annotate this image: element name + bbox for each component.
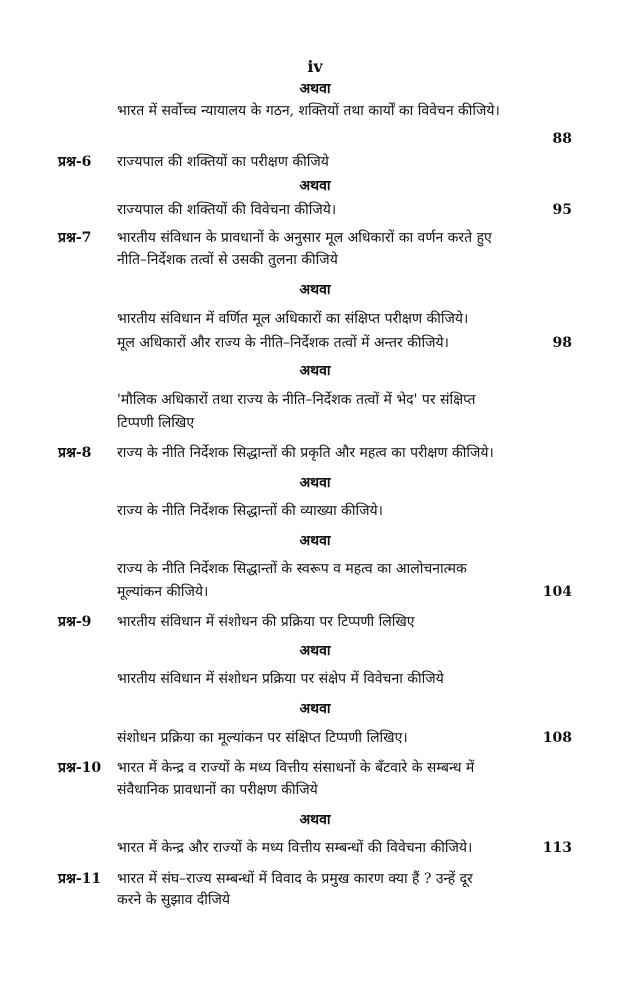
page-number: 113 (542, 840, 572, 856)
question-label: प्रश्न-11 (58, 871, 102, 887)
entry-text: राज्यपाल की शक्तियों का परीक्षण कीजिये (117, 154, 329, 170)
or-heading: अथवा (299, 81, 331, 97)
entry-text-line2: मूल्यांकन कीजिये। (117, 584, 209, 600)
or-heading: अथवा (299, 643, 331, 659)
page-roman-numeral: iv (307, 57, 323, 76)
or-heading: अथवा (299, 475, 331, 491)
page-number: 88 (552, 131, 572, 147)
entry-text-line2: संवैधानिक प्रावधानों का परीक्षण कीजिये (117, 782, 318, 798)
question-label: प्रश्न-10 (58, 760, 102, 776)
entry-text-line1: 'मौलिक अधिकारों तथा राज्य के नीति–निर्देशक तत्वों में भेद' पर संक्षिप्त (117, 392, 476, 408)
or-heading: अथवा (299, 178, 331, 194)
question-label: प्रश्न-7 (58, 230, 92, 246)
page-number: 98 (552, 335, 572, 351)
question-label: प्रश्न-9 (58, 614, 92, 630)
entry-text-line1: भारत में केन्द्र व राज्यों के मध्य वित्तीय संसाधनों के बँटवारे के सम्बन्ध में (117, 760, 475, 776)
or-heading: अथवा (299, 533, 331, 549)
page-number: 108 (542, 730, 572, 746)
question-label: प्रश्न-6 (58, 154, 92, 170)
question-label: प्रश्न-8 (58, 445, 92, 461)
entry-text: राज्य के नीति निर्देशक सिद्धान्तों की प्रकृति और महत्व का परीक्षण कीजिये। (117, 445, 494, 461)
page-number: 95 (552, 202, 572, 218)
entry-text: भारतीय संविधान में संशोधन की प्रक्रिया पर टिप्पणी लिखिए (117, 614, 415, 630)
entry-text: भारत में केन्द्र और राज्यों के मध्य वित्तीय सम्बन्धों की विवेचना कीजिये। (117, 840, 473, 856)
entry-text-line2: मूल अधिकारों और राज्य के नीति–निर्देशक तत्वों में अन्तर कीजिये। (117, 335, 449, 351)
entry-text: राज्य के नीति निर्देशक सिद्धान्तों की व्याख्या कीजिये। (117, 503, 383, 519)
page-number: 104 (542, 584, 572, 600)
entry-text-line1: राज्य के नीति निर्देशक सिद्धान्तों के स्वरूप व महत्व का आलोचनात्मक (117, 561, 467, 577)
or-heading: अथवा (299, 363, 331, 379)
entry-text-line1: भारतीय संविधान में वर्णित मूल अधिकारों का संक्षिप्त परीक्षण कीजिये। (117, 311, 469, 327)
or-heading: अथवा (299, 701, 331, 717)
entry-text: भारत में सर्वोच्च न्यायालय के गठन, शक्तियों तथा कार्यों का विवेचन कीजिये। (117, 103, 500, 119)
entry-text-line1: भारत में संघ–राज्य सम्बन्धों में विवाद के प्रमुख कारण क्या हैं ? उन्हें दूर (117, 871, 473, 887)
entry-text: भारतीय संविधान में संशोधन प्रक्रिया पर संक्षेप में विवेचना कीजिये (117, 671, 444, 687)
entry-text: राज्यपाल की शक्तियों की विवेचना कीजिये। (117, 202, 337, 218)
entry-text-line2: टिप्पणी लिखिए (117, 415, 195, 431)
or-heading: अथवा (299, 812, 331, 828)
entry-text-line2: नीति–निर्देशक तत्वों से उसकी तुलना कीजिये (117, 252, 338, 268)
entry-text-line1: भारतीय संविधान के प्रावधानों के अनुसार मूल अधिकारों का वर्णन करते हुए (117, 230, 492, 246)
or-heading: अथवा (299, 282, 331, 298)
entry-text-line2: करने के सुझाव दीजिये (117, 892, 231, 908)
entry-text: संशोधन प्रक्रिया का मूल्यांकन पर संक्षिप्त टिप्पणी लिखिए। (117, 730, 408, 746)
